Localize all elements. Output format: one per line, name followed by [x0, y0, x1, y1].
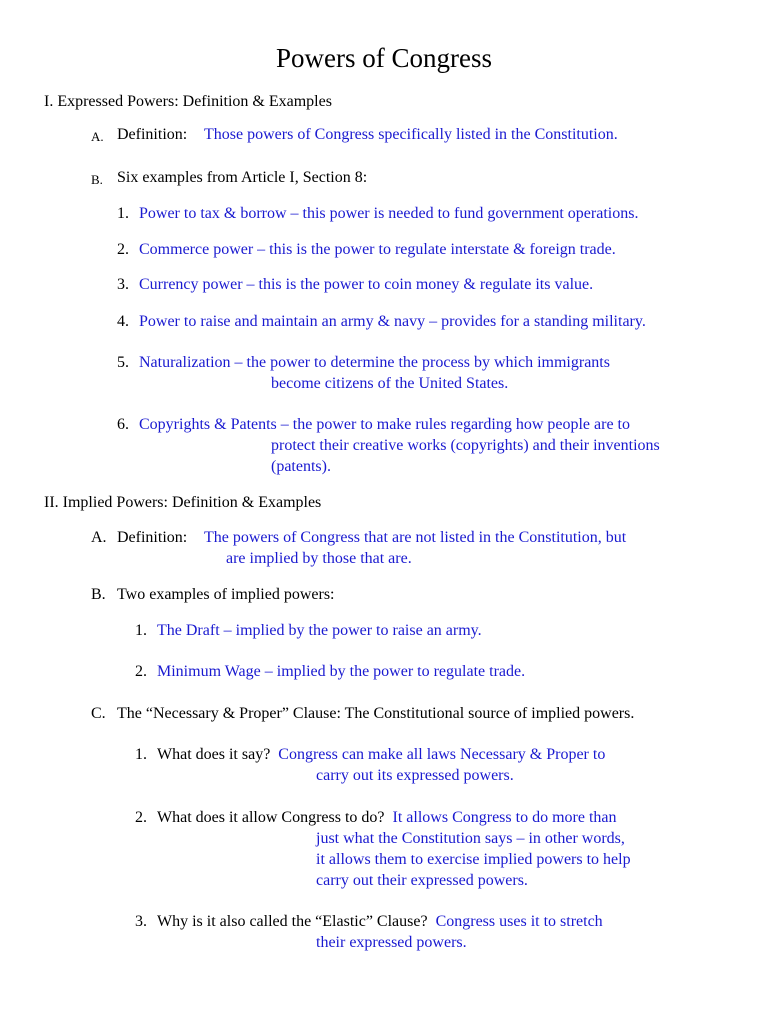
section-1-definition-text: Those powers of Congress specifically listed in the Constitution. [204, 126, 618, 143]
list-item-continuation: protect their creative works (copyrights) and their inventions [271, 437, 660, 454]
section-2-clause-label: The “Necessary & Proper” Clause: The Constitutional source of implied powers. [117, 705, 635, 722]
answer-continuation: just what the Constitution says – in other words, [316, 830, 625, 847]
section-2-definition-label: Definition: [117, 529, 188, 546]
list-item: 2. Commerce power – this is the power to regulate interstate & foreign trade. [117, 241, 616, 258]
section-1-b-marker: B. [91, 172, 103, 187]
question-item: 3. Why is it also called the “Elastic” Clause? Congress uses it to stretch [135, 913, 603, 930]
section-2-definition-text: The powers of Congress that are not listed in the Constitution, but [204, 529, 627, 546]
list-item: 5. Naturalization – the power to determine the process by which immigrants [117, 354, 610, 371]
list-item: 6. Copyrights & Patents – the power to make rules regarding how people are to [117, 416, 630, 433]
section-2-a-marker: A. [91, 529, 107, 546]
section-2-c-marker: C. [91, 705, 106, 722]
section-1-definition-label: Definition: [117, 126, 188, 143]
section-2-examples-label: Two examples of implied powers: [117, 586, 335, 603]
section-2-definition-continuation: are implied by those that are. [226, 550, 412, 567]
question-item: 1. What does it say? Congress can make all laws Necessary & Proper to [135, 746, 606, 763]
list-item: 3. Currency power – this is the power to coin money & regulate its value. [117, 276, 594, 293]
answer-continuation: it allows them to exercise implied powers to help [316, 851, 631, 868]
section-1-heading: I. Expressed Powers: Definition & Examples [44, 93, 332, 110]
list-item: 4. Power to raise and maintain an army & navy – provides for a standing military. [117, 313, 646, 330]
section-1-a-marker: A. [91, 129, 104, 144]
list-item: 1. The Draft – implied by the power to raise an army. [135, 622, 482, 639]
question-item: 2. What does it allow Congress to do? It allows Congress to do more than [135, 809, 617, 826]
list-item-continuation: become citizens of the United States. [271, 375, 509, 392]
answer-continuation: their expressed powers. [316, 934, 467, 951]
section-2-heading: II. Implied Powers: Definition & Examples [44, 494, 322, 511]
section-2-b-marker: B. [91, 586, 106, 603]
answer-continuation: carry out their expressed powers. [316, 872, 528, 889]
section-1-examples-label: Six examples from Article I, Section 8: [117, 169, 368, 186]
answer-continuation: carry out its expressed powers. [316, 767, 514, 784]
list-item: 1. Power to tax & borrow – this power is needed to fund government operations. [117, 205, 639, 222]
list-item: 2. Minimum Wage – implied by the power to regulate trade. [135, 663, 526, 680]
list-item-continuation: (patents). [271, 458, 331, 475]
page-title: Powers of Congress [276, 43, 492, 73]
